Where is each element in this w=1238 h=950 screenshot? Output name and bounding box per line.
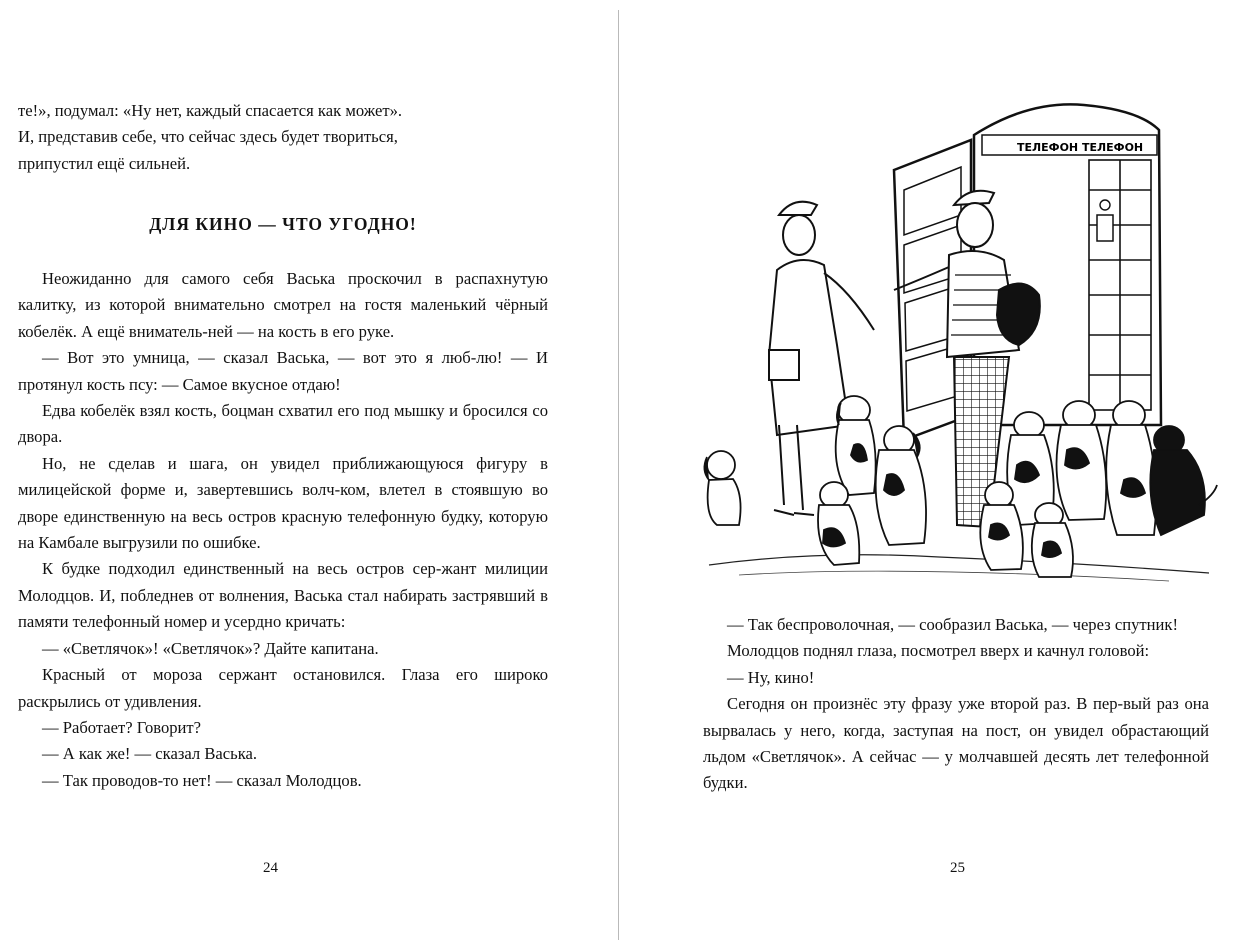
paragraph: Неожиданно для самого себя Васька проскочил в распахнутую калитку, из которой внимательно смотрел на гостя маленький чёрный кобелёк. А ещё вниматель-ней — на кость в его руке. (18, 269, 548, 341)
paragraph: — «Светлячок»! «Светлячок»? Дайте капитана. (42, 638, 379, 658)
paragraph: Но, не сделав и шага, он увидел приближающуюся фигуру в милицейской форме и, завертевшись волч-ком, влетел в стоявшую во дворе единственную на весь остров красную телефонную будку, которую на Камбале выгрузили по ошибке. (18, 453, 548, 553)
right-body-text (703, 612, 1209, 797)
illustration-phone-booth-scene (699, 95, 1219, 590)
booth-sign-right: ТЕЛЕФОН (1082, 141, 1144, 154)
dog (1150, 426, 1217, 535)
paragraph: Сегодня он произнёс эту фразу уже второй раз. В пер-вый раз она вырвалась у него, когда, заступая на пост, он увидел обрастающий льдом «Светлячок». А сейчас — у молчавшей десять лет телефонной будки. (703, 694, 1209, 793)
right-page (619, 0, 1238, 950)
paragraph: — А как же! — сказал Васька. (42, 744, 258, 764)
paragraph: Едва кобелёк взял кость, боцман схватил его под мышку и бросился со двора. (18, 401, 548, 447)
page-number: 25 (950, 860, 965, 876)
paragraph: Молодцов поднял глаза, посмотрел вверх и качнул головой: (727, 641, 1150, 661)
opening-text (18, 98, 548, 177)
paragraph: — Так беспроволочная, — сообразил Васька, — через спутник! (727, 615, 1179, 634)
booth-sign-left: ТЕЛЕФОН (1017, 141, 1079, 154)
dog (704, 451, 740, 525)
dog (836, 396, 876, 495)
paragraph: К будке подходил единственный на весь остров сер-жант милиции Молодцов. И, побледнев от волнения, Васька стал набирать застрявший в памяти телефонный номер и усердно кричать: (18, 559, 548, 632)
paragraph: Красный от мороза сержант остановился. Глаза его широко раскрылись от удивления. (18, 665, 548, 711)
opening-line: те!», подумал: «Ну нет, каждый спасается как может». (18, 101, 403, 120)
left-page (0, 0, 618, 950)
opening-line: И, представив себе, что сейчас здесь будет твориться, (18, 127, 398, 147)
chapter-title: ДЛЯ КИНО — ЧТО УГОДНО! (149, 214, 417, 234)
paragraph: — Работает? Говорит? (42, 717, 202, 737)
paragraph: — Так проводов-то нет! — сказал Молодцов. (42, 770, 362, 790)
paragraph: — Вот это умница, — сказал Васька, — вот это я люб-лю! — И протянул кость псу: — Самое вкусное отдаю! (18, 348, 548, 394)
page-number: 24 (263, 860, 278, 876)
phone-booth (894, 104, 1161, 440)
left-body-text (18, 266, 548, 794)
opening-line: припустил ещё сильней. (18, 153, 191, 173)
paragraph: — Ну, кино! (727, 667, 815, 687)
dog (876, 426, 926, 545)
